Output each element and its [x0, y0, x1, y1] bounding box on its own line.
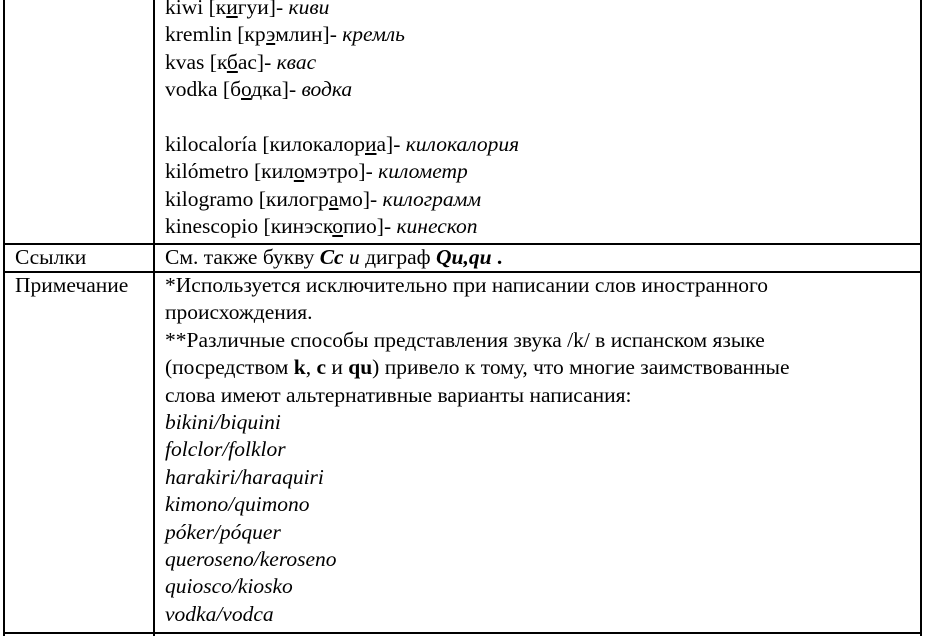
- variant-item: folclor/folklor: [165, 437, 286, 462]
- note-line-2: происхождения.: [165, 300, 313, 325]
- examples-cell: [165, 0, 519, 241]
- variant-item: póker/póquer: [165, 519, 281, 544]
- variant-item: vodka/vodca: [165, 601, 274, 626]
- variant-item: queroseno/keroseno: [165, 546, 337, 571]
- table-grid: [3, 0, 922, 636]
- example-kvas: kvas [кбас]- квас: [165, 49, 317, 74]
- note-content: [165, 272, 790, 628]
- ref-digraph-link: Qu,qu: [435, 245, 492, 269]
- example-kilometro: kilómetro [киломэтро]- километр: [165, 159, 468, 184]
- note-line-4: (посредством k, c и qu) привело к тому, что многие заимствованные: [165, 355, 790, 380]
- dictionary-table: [3, 0, 922, 636]
- example-kilocaloria: kilocaloría [килокалориа]- килокалория: [165, 131, 520, 156]
- border-col-divider: [153, 0, 155, 636]
- refs-label: Ссылки: [15, 245, 87, 269]
- variant-item: harakiri/haraquiri: [165, 464, 324, 489]
- example-kiwi: kiwi [кигуи]- киви: [165, 0, 330, 19]
- refs-content: См. также букву Cc и диграф Qu,qu .: [165, 245, 503, 269]
- border-left: [3, 0, 5, 636]
- variant-item: kimono/quimono: [165, 492, 310, 517]
- ref-letter-link: Cc: [319, 245, 344, 269]
- note-line-1: *Используется исключительно при написании слов иностранного: [165, 273, 769, 297]
- spacer: [165, 104, 519, 131]
- variant-item: quiosco/kiosko: [165, 574, 293, 599]
- note-line-3: **Различные способы представления звука /k/ в испанском языке: [165, 327, 765, 352]
- variant-item: bikini/biquini: [165, 409, 281, 434]
- border-bottom: [3, 632, 922, 634]
- border-right: [920, 0, 922, 636]
- example-kinescopio: kinescopio [кинэскопио]- кинескоп: [165, 214, 478, 239]
- example-vodka: vodka [бодка]- водка: [165, 77, 353, 102]
- note-line-5: слова имеют альтернативные варианты написания:: [165, 382, 632, 407]
- example-kremlin: kremlin [крэмлин]- кремль: [165, 22, 405, 47]
- example-kilogramo: kilogramo [килограмо]- килограмм: [165, 186, 482, 211]
- note-label: Примечание: [15, 273, 129, 297]
